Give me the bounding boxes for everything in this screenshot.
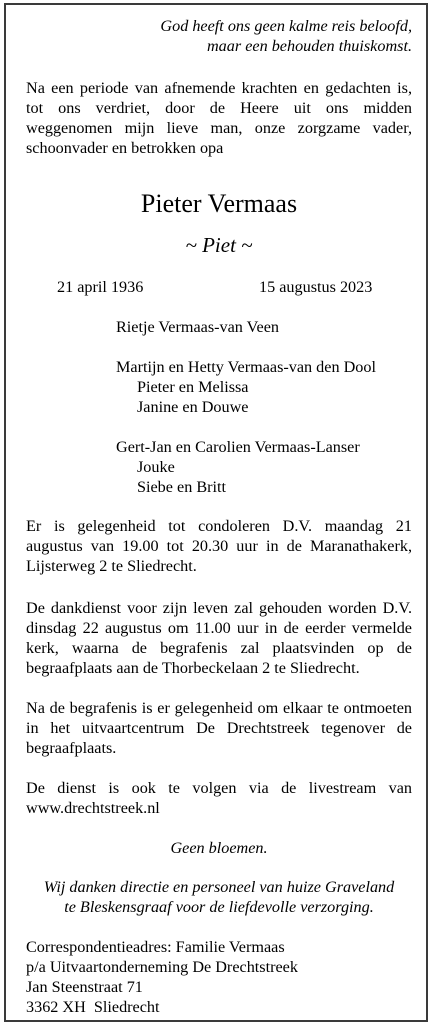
family-parents: Martijn en Hetty Vermaas-van den Dool <box>116 358 376 376</box>
address-line: Jan Steenstraat 71 <box>26 978 143 996</box>
motto-line: God heeft ons geen kalme reis beloofd, <box>160 17 412 35</box>
thanks-line: Wij danken directie en personeel van huize Graveland <box>43 878 395 896</box>
family-child: Pieter en Melissa <box>137 378 249 396</box>
meeting-text: Na de begrafenis is er gelegenheid om elkaar te ontmoeten in het uitvaartcentrum De Drechtstreek tegenover de begraafplaats. <box>26 699 412 757</box>
death-date: 15 augustus 2023 <box>259 278 373 296</box>
no-flowers: Geen bloemen. <box>170 839 268 857</box>
condolence-text: Er is gelegenheid tot condoleren D.V. maandag 21 augustus van 19.00 tot 20.30 uur in de Maranathakerk, Lijsterweg 2 te Sliedrecht. <box>26 517 412 575</box>
address-line: p/a Uitvaartonderneming De Drechtstreek <box>26 958 298 976</box>
family-child: Janine en Douwe <box>137 398 249 416</box>
family-group-1 <box>116 357 416 417</box>
spouse: Rietje Vermaas-van Veen <box>116 318 280 336</box>
motto <box>120 16 412 56</box>
address-line: 3362 XH Sliedrecht <box>26 998 160 1016</box>
family-child: Jouke <box>137 458 175 476</box>
birth-date: 21 april 1936 <box>57 278 144 296</box>
correspondence-address <box>26 937 412 1017</box>
intro-text: Na een periode van afnemende krachten en gedachten is, tot ons verdriet, door de Heere uit ons midden weggenomen mijn lieve man, onze zorgzame vader, schoonvader en betrokken opa <box>26 79 412 157</box>
family-child: Siebe en Britt <box>137 478 227 496</box>
deceased-name: Pieter Vermaas <box>140 189 298 218</box>
livestream-text: De dienst is ook te volgen via de livestream van www.drechtstreek.nl <box>26 779 412 817</box>
family-group-2 <box>116 437 416 497</box>
service-text: De dankdienst voor zijn leven zal gehouden worden D.V. dinsdag 22 augustus om 11.00 uur in de eerder vermelde kerk, waarna de begrafenis zal plaatsvinden op de begraafplaats aan de Thorbeckelaan 2 te Sliedrecht. <box>26 599 412 677</box>
family-parents: Gert-Jan en Carolien Vermaas-Lanser <box>116 438 360 456</box>
motto-line: maar een behouden thuiskomst. <box>206 37 412 55</box>
nickname: ~ Piet ~ <box>185 233 253 257</box>
address-line: Correspondentieadres: Familie Vermaas <box>26 938 285 956</box>
thanks-line: te Bleskensgraaf voor de liefdevolle verzorging. <box>64 898 374 916</box>
thanks-text <box>26 877 412 917</box>
